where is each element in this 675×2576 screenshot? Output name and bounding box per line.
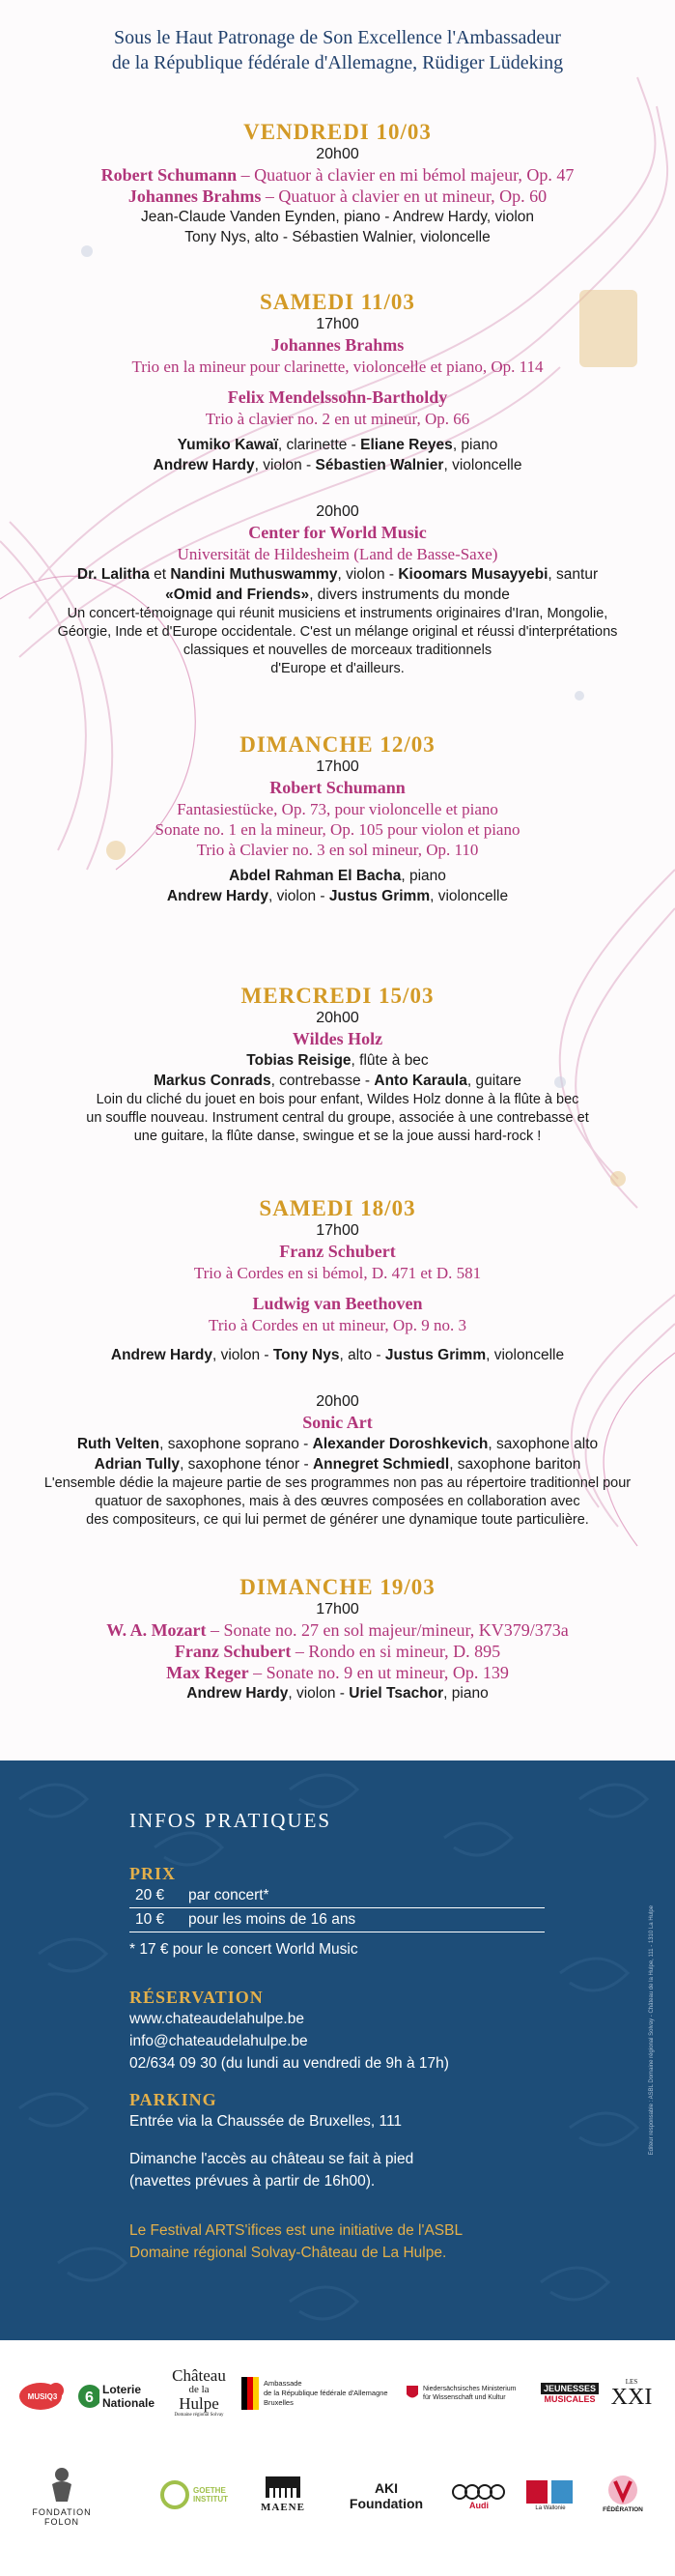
day-samedi-18-03	[0, 1196, 675, 1530]
performers-line	[0, 886, 675, 906]
concert-time: 17h00	[316, 1222, 359, 1239]
infos-title: INFOS PRATIQUES	[129, 1809, 332, 1832]
instrument: , violoncelle	[430, 888, 509, 904]
loterie-icon	[77, 2384, 99, 2409]
coat-of-arms-icon	[406, 2385, 419, 2402]
logo-text: für Wissenschaft und Kultur	[423, 2394, 506, 2401]
performers-line	[0, 435, 675, 455]
website-link[interactable]: www.chateaudelahulpe.be	[129, 2011, 304, 2027]
performer-name: Uriel Tsachor	[349, 1685, 444, 1702]
instrument: , saxophone ténor -	[180, 1456, 313, 1473]
instrument: , piano	[443, 1685, 489, 1702]
composer: Johannes Brahms	[127, 186, 262, 206]
day-title: SAMEDI 11/03	[260, 290, 415, 314]
performers-line	[0, 455, 675, 475]
performers-line	[0, 564, 675, 585]
work: Trio à Cordes en si bémol, D. 471 et D. 581	[193, 1264, 482, 1282]
performer-name: Abdel Rahman El Bacha	[229, 868, 402, 884]
program-line	[0, 1662, 675, 1683]
performer-name: «Omid and Friends»	[165, 587, 310, 603]
ensemble: Wildes Holz	[292, 1029, 383, 1048]
patronage-header	[0, 25, 675, 75]
performer-name: Eliane Reyes	[360, 437, 453, 453]
work: – Sonate no. 9 en ut mineur, Op. 139	[248, 1663, 509, 1682]
performers-line	[0, 227, 675, 247]
performers-line	[0, 1683, 675, 1703]
instrument: , piano	[401, 868, 446, 884]
fondation-folon-logo	[14, 2460, 110, 2532]
logo-text: MUSIQ3	[27, 2391, 58, 2401]
goethe-icon	[160, 2480, 189, 2509]
parking-title: PARKING	[129, 2090, 217, 2109]
description-line: une guitare, la flûte danse, swingue et se la joue aussi hard-rock !	[133, 1129, 542, 1144]
work: Fantasiestücke, Op. 73, pour violoncelle et piano	[177, 800, 498, 818]
logo-text: Château	[172, 2365, 226, 2385]
connector: et	[149, 566, 171, 583]
instrument: , piano	[452, 437, 498, 453]
composer: W. A. Mozart	[106, 1620, 207, 1640]
description-line: Géorgie, Inde et d'Europe occidentale. C'est un mélange original et réussi d'interprétations	[57, 624, 618, 640]
instrument: , guitare	[466, 1073, 521, 1089]
performer-name: Andrew Hardy	[186, 1685, 289, 1702]
logo-text: Hulpe	[179, 2393, 219, 2413]
price-note: * 17 € pour le concert World Music	[129, 1941, 358, 1958]
performer-name: Tony Nys	[184, 229, 246, 245]
day-title: MERCREDI 15/03	[240, 984, 435, 1008]
concert-time: 17h00	[316, 758, 359, 775]
infos-content	[129, 1809, 545, 2264]
parking-note: (navettes prévues à partir de 16h00).	[129, 2173, 376, 2190]
price-amount: 20 €	[135, 1887, 165, 1903]
publisher-note: Éditeur responsable : ASBL Domaine régional Solvay - Château de la Hulpe, 111 - 1310 La Hulpe	[649, 1905, 655, 2156]
logo-text: LES	[625, 2378, 638, 2386]
federation-wallonie-bruxelles-logo	[591, 2464, 655, 2522]
work: – Sonate no. 27 en sol majeur/mineur, KV379/373a	[206, 1620, 569, 1640]
work: Trio à Clavier no. 3 en sol mineur, Op. 110	[196, 841, 479, 859]
federation-icon	[605, 2474, 640, 2506]
performer-name: Andrew Hardy	[392, 209, 487, 225]
logo-text: Niedersächsisches Ministerium	[423, 2386, 517, 2392]
festival-credit: Le Festival ARTS'ifices est une initiative de l'ASBL	[129, 2222, 464, 2239]
description-line: classiques et nouvelles de morceaux traditionnels	[183, 643, 492, 658]
logo-text: de la République fédérale d'Allemagne	[264, 2389, 388, 2397]
logo-text: Audi	[469, 2501, 489, 2510]
goethe-institut-logo	[160, 2476, 238, 2514]
audi-logo	[446, 2474, 512, 2520]
instrument: , violon -	[267, 888, 329, 904]
les-xxi-logo	[608, 2369, 655, 2418]
composer: Robert Schumann	[100, 165, 238, 185]
performer-name: Yumiko Kawaï	[177, 437, 278, 453]
work: Sonate no. 1 en la mineur, Op. 105 pour violon et piano	[155, 820, 520, 839]
concert-time: 17h00	[316, 1601, 359, 1617]
logo-text: FONDATION FOLON	[32, 2507, 92, 2527]
festival-credit: Domaine régional Solvay-Château de La Hulpe.	[129, 2245, 447, 2261]
day-title: DIMANCHE 19/03	[239, 1575, 436, 1599]
instrument: , violoncelle	[411, 229, 491, 245]
jeunesses-musicales-logo	[539, 2373, 601, 2414]
instrument: , alto -	[246, 229, 293, 245]
prix-title: PRIX	[129, 1864, 176, 1883]
logo-text: JEUNESSES	[541, 2383, 599, 2394]
performers-line	[0, 1345, 675, 1365]
day-dimanche-12-03	[0, 732, 675, 906]
instrument: , alto -	[339, 1347, 385, 1363]
composer: Robert Schumann	[269, 778, 406, 797]
price-amount: 10 €	[135, 1911, 165, 1928]
price-row	[129, 1908, 545, 1932]
performer-name: Ruth Velten	[76, 1436, 160, 1452]
concert-time: 20h00	[316, 1393, 359, 1410]
audi-rings-icon	[450, 2483, 508, 2501]
performer-name: Nandini Muthuswammy	[170, 566, 338, 583]
instrument: , santur	[548, 566, 599, 583]
performer-name: Dr. Lalitha	[76, 566, 150, 583]
patronage-line: de la République fédérale d'Allemagne, Rüdiger Lüdeking	[111, 52, 564, 73]
flag-icon	[241, 2377, 259, 2410]
day-vendredi-10-03	[0, 120, 675, 247]
price-description: par concert*	[188, 1887, 269, 1903]
performers-line	[0, 207, 675, 227]
parking-note: Dimanche l'accès au château se fait à pied	[129, 2151, 414, 2167]
instrument: , flûte à bec	[351, 1052, 429, 1069]
price-row	[129, 1884, 545, 1908]
logo-text: de la	[188, 2383, 210, 2395]
work: – Quatuor à clavier en mi bémol majeur, Op. 47	[237, 165, 575, 185]
performers-line	[0, 1050, 675, 1071]
day-title: SAMEDI 18/03	[259, 1196, 416, 1220]
program-line	[0, 1641, 675, 1662]
loterie-nationale-logo	[77, 2375, 155, 2418]
instrument: , saxophone alto	[488, 1436, 599, 1452]
ensemble-origin: Universität de Hildesheim (Land de Basse-Saxe)	[177, 545, 498, 563]
instrument: , violon -	[254, 457, 316, 473]
performer-name: Justus Grimm	[328, 888, 431, 904]
logo-text: AKI Foundation	[349, 2480, 424, 2511]
composer: Johannes Brahms	[270, 335, 405, 355]
instrument: , contrebasse -	[270, 1073, 375, 1089]
infos-pratiques-section	[0, 1760, 675, 2340]
musiq3-logo	[17, 2379, 68, 2414]
description-line: quatuor de saxophones, mais à des œuvres composées en collaboration avec	[95, 1494, 580, 1509]
reservation-title: RÉSERVATION	[129, 1988, 264, 2007]
instrument: , violon -	[288, 1685, 350, 1702]
day-title: DIMANCHE 12/03	[239, 732, 436, 757]
day-title: VENDREDI 10/03	[243, 120, 432, 144]
logo-text: XXI	[610, 2385, 653, 2410]
program-line	[0, 186, 675, 207]
work: Trio en la mineur pour clarinette, violoncelle et piano, Op. 114	[131, 358, 544, 376]
performer-name: Andrew Hardy	[110, 1347, 212, 1363]
program-line	[0, 1619, 675, 1641]
ensemble: Center for World Music	[248, 523, 427, 542]
logo-text: Domaine régional Solvay	[174, 2412, 224, 2418]
svg-text:6: 6	[85, 2390, 94, 2406]
performer-name: Alexander Doroshkevich	[312, 1436, 489, 1452]
performers-line	[0, 1454, 675, 1474]
logo-text: MUSICALES	[544, 2394, 596, 2404]
instrument: , violoncelle	[486, 1347, 565, 1363]
performers-line	[0, 585, 675, 605]
folon-man-icon	[42, 2465, 81, 2504]
program-line	[0, 164, 675, 186]
performer-name: Tony Nys	[272, 1347, 340, 1363]
performers-line	[0, 1434, 675, 1454]
work: – Rondo en si mineur, D. 895	[291, 1642, 501, 1661]
brabant-wallon-logo	[521, 2468, 579, 2520]
day-dimanche-19-03	[0, 1575, 675, 1703]
day-mercredi-15-03	[0, 984, 675, 1146]
concert-time: 20h00	[316, 1010, 359, 1026]
piano-icon	[264, 2473, 302, 2502]
composer: Franz Schubert	[279, 1242, 396, 1261]
concert-time: 20h00	[316, 146, 359, 162]
performers-line	[0, 1071, 675, 1091]
logo-text: FÉDÉRATION	[603, 2505, 643, 2513]
sponsors-logos	[0, 2340, 675, 2576]
description-line: Loin du cliché du jouet en bois pour enfant, Wildes Holz donne à la flûte à bec	[96, 1092, 579, 1107]
work: – Quatuor à clavier en ut mineur, Op. 60	[261, 186, 548, 206]
ensemble: Sonic Art	[302, 1413, 373, 1432]
logo-text: Loterie	[101, 2383, 141, 2396]
instrument: , violon -	[211, 1347, 273, 1363]
composer: Franz Schubert	[174, 1642, 292, 1661]
description-line: L'ensemble dédie la majeure partie de ses programmes non pas au répertoire traditionnel pour	[43, 1475, 632, 1491]
parking-address: Entrée via la Chaussée de Bruxelles, 111	[129, 2113, 403, 2130]
performer-name: Kioomars Musayyebi	[398, 566, 548, 583]
niedersachsen-ministry-logo	[406, 2379, 531, 2408]
chateau-de-la-hulpe-logo	[164, 2361, 234, 2423]
logo-text: MAENE	[261, 2502, 305, 2513]
phone-number: 02/634 09 30 (du lundi au vendredi de 9h à 17h)	[129, 2055, 449, 2072]
patronage-line: Sous le Haut Patronage de Son Excellence l'Ambassadeur	[114, 27, 561, 48]
description-line: d'Europe et d'ailleurs.	[270, 661, 405, 676]
bw-icon	[526, 2476, 575, 2505]
performer-name: Andrew Hardy	[153, 457, 255, 473]
price-description: pour les moins de 16 ans	[188, 1911, 356, 1928]
concert-time: 17h00	[316, 316, 359, 332]
instrument: , piano -	[335, 209, 393, 225]
embassy-logo	[241, 2369, 396, 2418]
instrument: , saxophone soprano -	[159, 1436, 313, 1452]
email-link[interactable]: info@chateaudelahulpe.be	[129, 2033, 308, 2049]
performer-name: Anto Karaula	[374, 1073, 467, 1089]
performers-line	[0, 866, 675, 886]
logo-text: Bruxelles	[264, 2398, 294, 2407]
composer: Felix Mendelssohn-Bartholdy	[227, 387, 448, 407]
performer-name: Tobias Reisige	[246, 1052, 352, 1069]
performer-name: Justus Grimm	[384, 1347, 487, 1363]
day-samedi-11-03	[0, 290, 675, 678]
concert-time: 20h00	[316, 503, 359, 520]
performer-name: Markus Conrads	[154, 1073, 271, 1089]
performer-name: Sébastien Walnier	[292, 229, 412, 245]
logo-text: Ambassade	[264, 2379, 302, 2388]
composer: Max Reger	[166, 1663, 249, 1682]
logo-text: La Wallonie	[535, 2505, 566, 2511]
performer-name: Adrian Tully	[94, 1456, 181, 1473]
description-line: Un concert-témoignage qui réunit musiciens et instruments originaires d'Iran, Mongolie,	[67, 606, 608, 621]
performer-name: Andrew Hardy	[166, 888, 268, 904]
work: Trio à Cordes en ut mineur, Op. 9 no. 3	[209, 1316, 466, 1334]
performer-name: Sébastien Walnier	[315, 457, 444, 473]
instrument: , divers instruments du monde	[309, 587, 510, 603]
instrument: , saxophone bariton	[449, 1456, 581, 1473]
description-line: des compositeurs, ce qui lui permet de générer une dynamique toute particulière.	[86, 1512, 589, 1528]
instrument: , clarinette -	[277, 437, 361, 453]
description-line: un souffle nouveau. Instrument central du groupe, associée à une contrebasse et	[86, 1110, 589, 1126]
instrument: , violon	[486, 209, 535, 225]
instrument: , violon -	[337, 566, 399, 583]
composer: Ludwig van Beethoven	[252, 1294, 423, 1313]
performer-name: Jean-Claude Vanden Eynden	[140, 209, 336, 225]
maene-logo	[247, 2466, 319, 2520]
work: Trio à clavier no. 2 en ut mineur, Op. 66	[205, 410, 470, 428]
aki-foundation-logo	[338, 2481, 435, 2510]
logo-text: INSTITUT	[193, 2495, 228, 2504]
performer-name: Annegret Schmiedl	[312, 1456, 450, 1473]
logo-text: Nationale	[101, 2396, 155, 2410]
instrument: , violoncelle	[443, 457, 522, 473]
logo-text: GOETHE	[193, 2486, 226, 2495]
